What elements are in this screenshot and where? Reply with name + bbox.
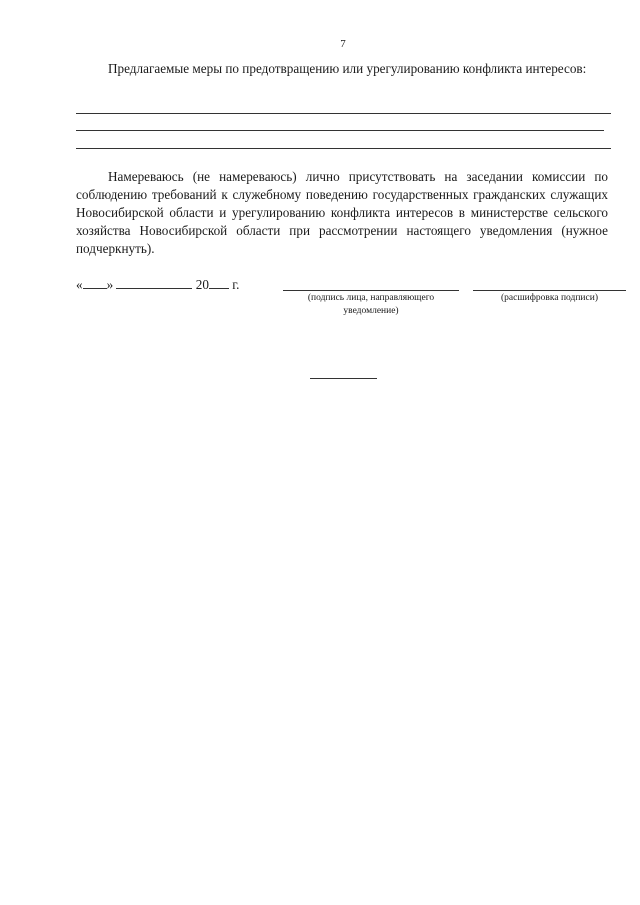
year-suffix: г. bbox=[232, 277, 240, 292]
day-blank bbox=[83, 276, 107, 289]
attendance-intent-paragraph: Намереваюсь (не намереваюсь) лично присутствовать на заседании комиссии по соблюдению требований к служебному поведению государственных гражданских служащих Новосибирской области и урегулированию конфликта интересов в министерстве сельского хозяйства Новосибирской области при рассмотрении настоящего уведомления (нужное подчеркнуть). bbox=[76, 169, 608, 256]
year-prefix: 20 bbox=[195, 277, 209, 292]
quote-open: « bbox=[76, 277, 83, 292]
signature-caption: (подпись лица, направляющего уведомление) bbox=[307, 293, 435, 316]
answer-line-3 bbox=[76, 148, 611, 149]
quote-close: » bbox=[106, 277, 114, 292]
date-field bbox=[76, 276, 239, 294]
answer-line-1 bbox=[76, 113, 611, 114]
proposed-measures-paragraph: Предлагаемые меры по предотвращению или урегулированию конфликта интересов: bbox=[108, 61, 587, 76]
page-number: 7 bbox=[340, 38, 346, 50]
signature-decoding-caption: (расшифровка подписи) bbox=[501, 293, 598, 303]
end-of-document-rule bbox=[310, 378, 377, 379]
signature-decoding-line bbox=[473, 290, 626, 291]
signature-line bbox=[283, 290, 459, 291]
month-blank bbox=[116, 276, 192, 289]
year-blank bbox=[209, 276, 229, 289]
answer-line-2 bbox=[76, 130, 604, 131]
